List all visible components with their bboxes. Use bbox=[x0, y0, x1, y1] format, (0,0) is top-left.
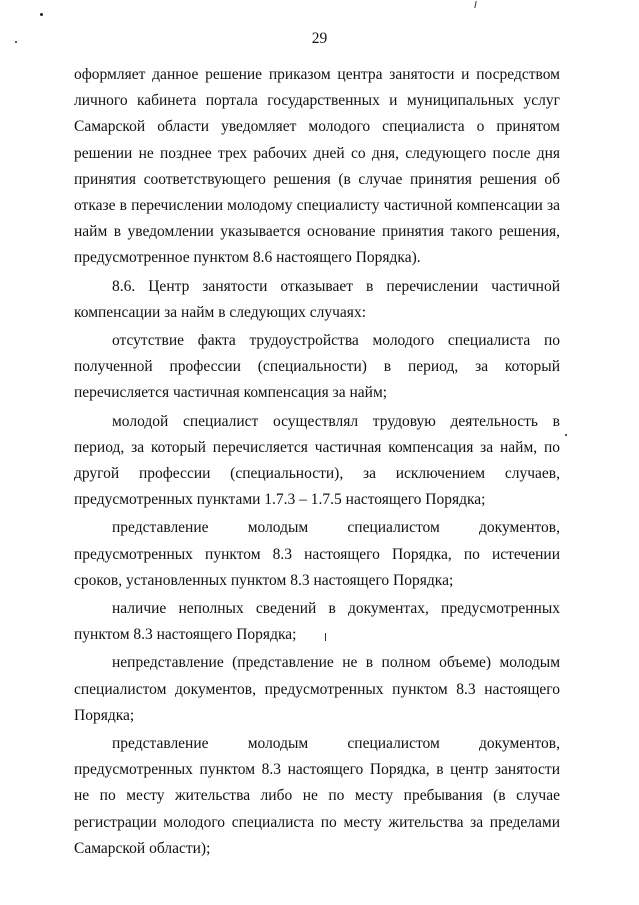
paragraph-incomplete-info: наличие неполных сведений в документах, предусмотренных пунктом 8.3 настоящего Порядка; bbox=[74, 600, 560, 644]
paragraph-wrong-center: представление молодым специалистом документов, предусмотренных пунктом 8.3 настоящего Порядка, в центр занятости не по месту жительства либо не по месту пребывания (в случае регистрации молодого специалиста по месту жительства за пределами Самарской области); bbox=[74, 735, 560, 857]
page-number: 29 bbox=[311, 30, 328, 47]
paragraph-no-employment: отсутствие факта трудоустройства молодого специалиста по полученной профессии (специальности) в период, за который перечисляется частичная компенсация за найм; bbox=[74, 332, 560, 402]
paragraph-other-profession: молодой специалист осуществлял трудовую деятельность в период, за который перечисляется частичная компенсация за найм, по другой профессии (специальности), за исключением случаев, предусмотренных пунктами 1.7.3 – 1.7.5 настоящего Порядка; bbox=[74, 412, 560, 509]
scan-mark bbox=[474, 1, 476, 8]
scan-speck bbox=[565, 434, 567, 436]
paragraph-decision-notice: оформляет данное решение приказом центра занятости и посредством личного кабинета портала государственных и муниципальных услуг Самарской области уведомляет молодого специалиста о принятом решении не позднее трех рабочих дней со дня, следующего после дня принятия соответствующего решения (в случае принятия решения об отказе в перечислении молодому специалисту частичной компенсации за найм в уведомлении указывается основание принятия такого решения, предусмотренное пунктом 8.6 настоящего Порядка). bbox=[74, 66, 560, 267]
paragraph-late-submission: представление молодым специалистом документов, предусмотренных пунктом 8.3 настоящего Порядка, по истечении сроков, установленных пунктом 8.3 настоящего Порядка; bbox=[74, 519, 560, 589]
paragraph-non-submission: непредставление (представление не в полном объеме) молодым специалистом документов, предусмотренных пунктом 8.3 настоящего Порядка; bbox=[74, 654, 560, 724]
scan-speck bbox=[40, 13, 43, 16]
document-body bbox=[74, 62, 560, 862]
paragraph-8-6-header: 8.6. Центр занятости отказывает в перечислении частичной компенсации за найм в следующих случаях: bbox=[74, 277, 560, 321]
